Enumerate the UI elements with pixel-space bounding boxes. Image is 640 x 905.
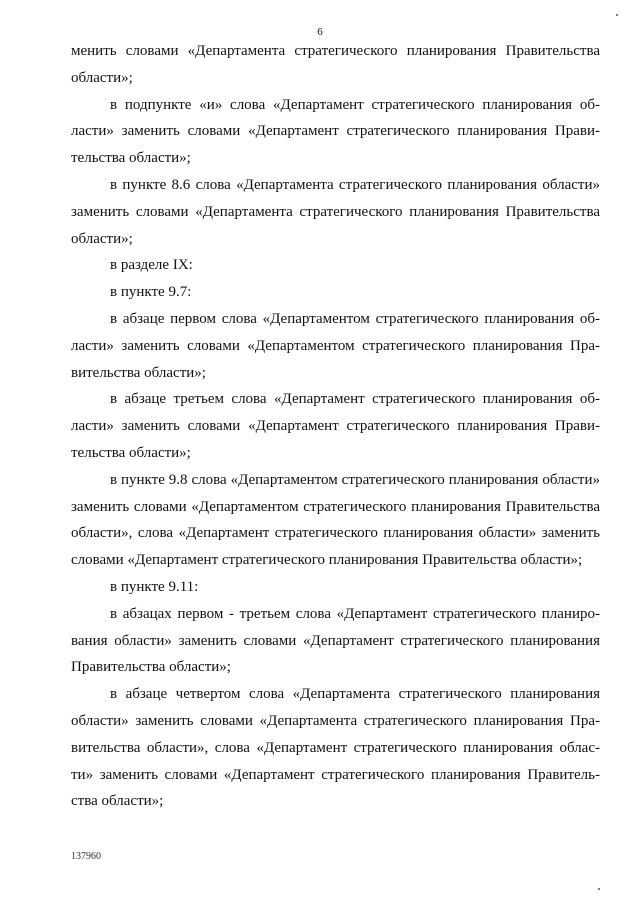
paragraph-2: в подпункте «и» слова «Департамент стратегического планирования области» заменить словами «Департамент стратегического планирования Правительства области»; bbox=[71, 96, 600, 167]
scan-mark bbox=[616, 14, 618, 16]
paragraph-8: в пункте 9.8 слова «Департаментом стратегического планирования области» заменить словами «Департаментом стратегического планирования Правительства области», слова «Департамент стратегического планирования области» заменить словами «Департамент стратегического планирования Правительства области»; bbox=[71, 471, 600, 569]
paragraph-3: в пункте 8.6 слова «Департамента стратегического планирования области» заменить словами «Департамента стратегического планирования Правительства области»; bbox=[71, 176, 600, 247]
document-body bbox=[71, 38, 600, 815]
document-code: 137960 bbox=[71, 851, 101, 862]
paragraph-9: в пункте 9.11: bbox=[110, 578, 199, 595]
paragraph-10: в абзацах первом - третьем слова «Департамент стратегического планирования области» заменить словами «Департамент стратегического планирования Правительства области»; bbox=[71, 605, 600, 676]
paragraph-6: в абзаце первом слова «Департаментом стратегического планирования области» заменить словами «Департаментом стратегического планирования Правительства области»; bbox=[71, 310, 600, 381]
paragraph-1: менить словами «Департамента стратегического планирования Правительства области»; bbox=[71, 43, 600, 86]
page-number: 6 bbox=[317, 26, 323, 38]
paragraph-11: в абзаце четвертом слова «Департамента стратегического планирования области» заменить словами «Департамента стратегического планирования Правительства области», слова «Департамент стратегического планирования области» заменить словами «Департамент стратегического планирования Правительства области»; bbox=[71, 686, 600, 810]
scan-mark bbox=[598, 888, 600, 890]
paragraph-4: в разделе IX: bbox=[110, 257, 193, 274]
paragraph-7: в абзаце третьем слова «Департамент стратегического планирования области» заменить словами «Департамент стратегического планирования Правительства области»; bbox=[71, 391, 600, 461]
paragraph-5: в пункте 9.7: bbox=[110, 284, 192, 301]
